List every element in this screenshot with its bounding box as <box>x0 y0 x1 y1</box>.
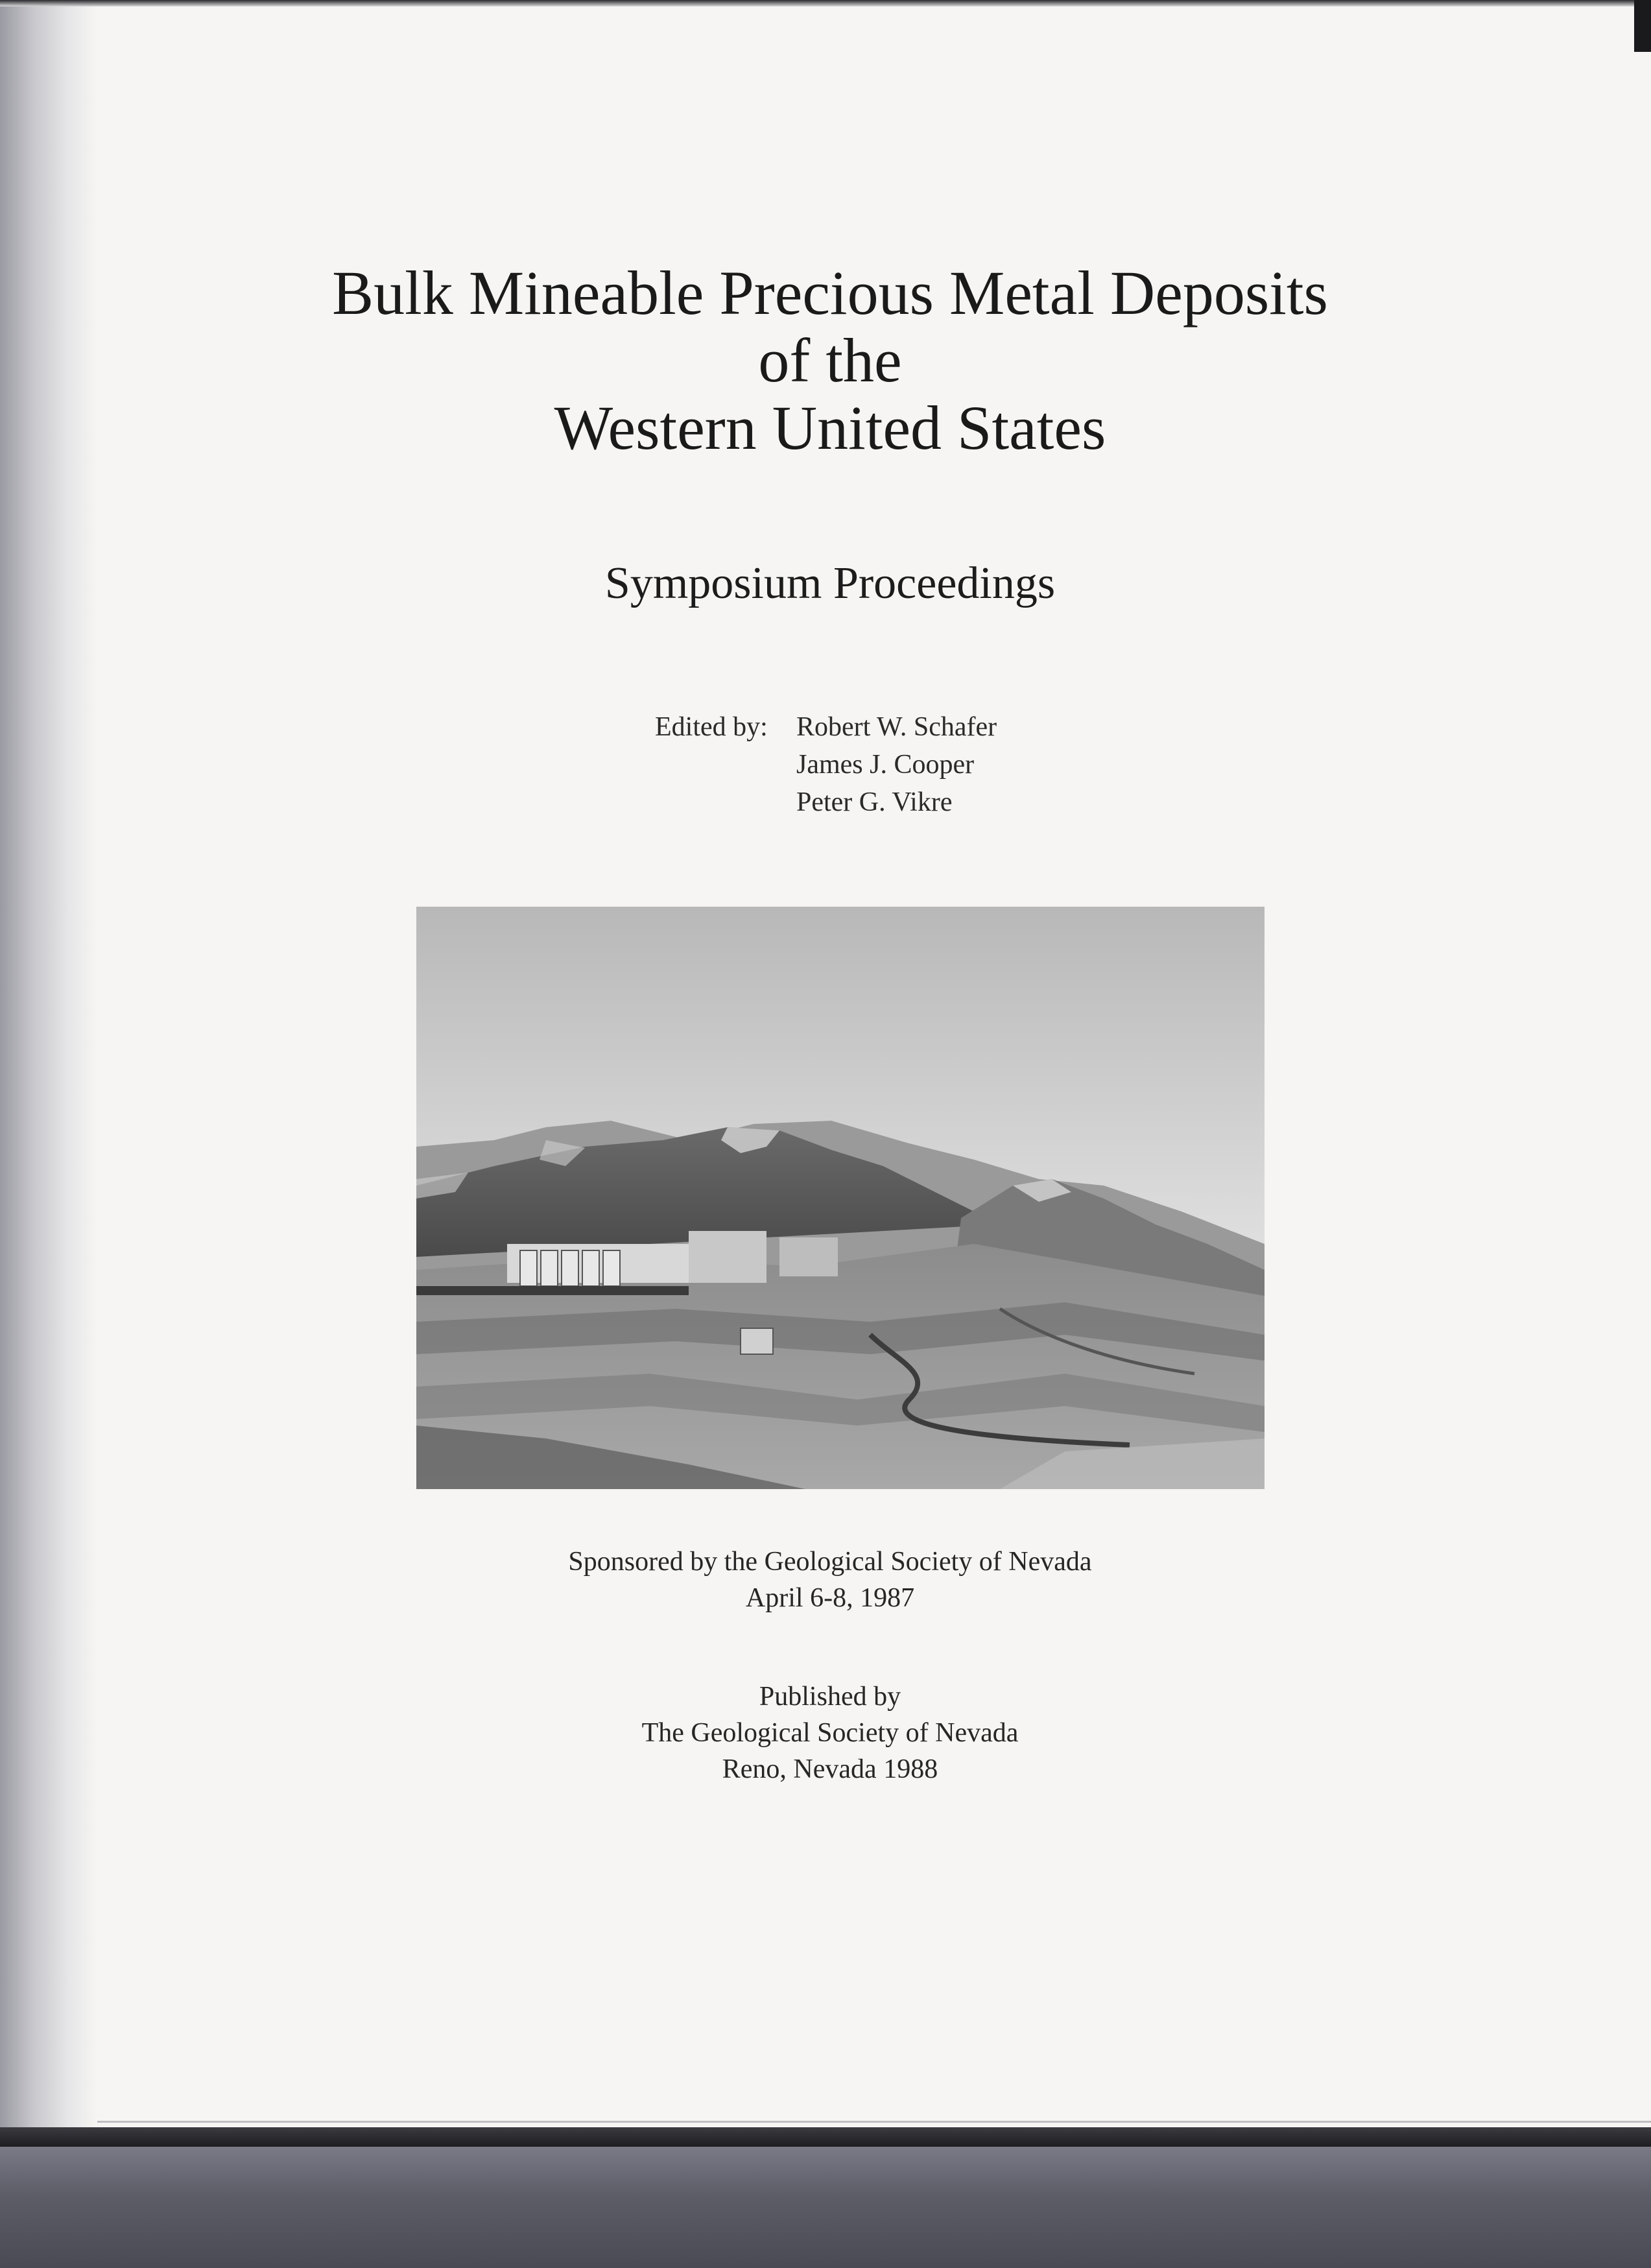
editor-name: Robert W. Schafer <box>796 712 997 742</box>
publisher-block <box>311 1678 1349 1787</box>
title-line-3: Western United States <box>554 393 1106 462</box>
editor-name: Peter G. Vikre <box>796 787 953 817</box>
scanner-background <box>0 2147 1651 2268</box>
sponsor-block <box>311 1544 1349 1616</box>
editor-name: James J. Cooper <box>796 750 975 780</box>
editors-label: Edited by: <box>655 712 768 742</box>
page-edge-line <box>97 2121 1651 2123</box>
title-line-1: Bulk Mineable Precious Metal Deposits <box>332 258 1328 328</box>
page-bottom-edge <box>0 2127 1651 2147</box>
scan-top-edge <box>0 0 1651 6</box>
publisher-name: The Geological Society of Nevada <box>641 1718 1019 1748</box>
sponsor-line: Sponsored by the Geological Society of Nevada <box>568 1547 1092 1577</box>
publisher-place-year: Reno, Nevada 1988 <box>722 1754 938 1784</box>
scan-edge-mark <box>1634 0 1651 52</box>
event-dates: April 6-8, 1987 <box>745 1583 915 1613</box>
subtitle: Symposium Proceedings <box>604 558 1056 608</box>
mine-landscape-photo <box>416 907 1265 1489</box>
book-title <box>246 259 1414 462</box>
editors-names <box>796 708 997 821</box>
binding-gutter-shadow <box>0 0 97 2268</box>
title-line-2: of the <box>758 326 902 395</box>
publisher-label: Published by <box>759 1682 901 1712</box>
